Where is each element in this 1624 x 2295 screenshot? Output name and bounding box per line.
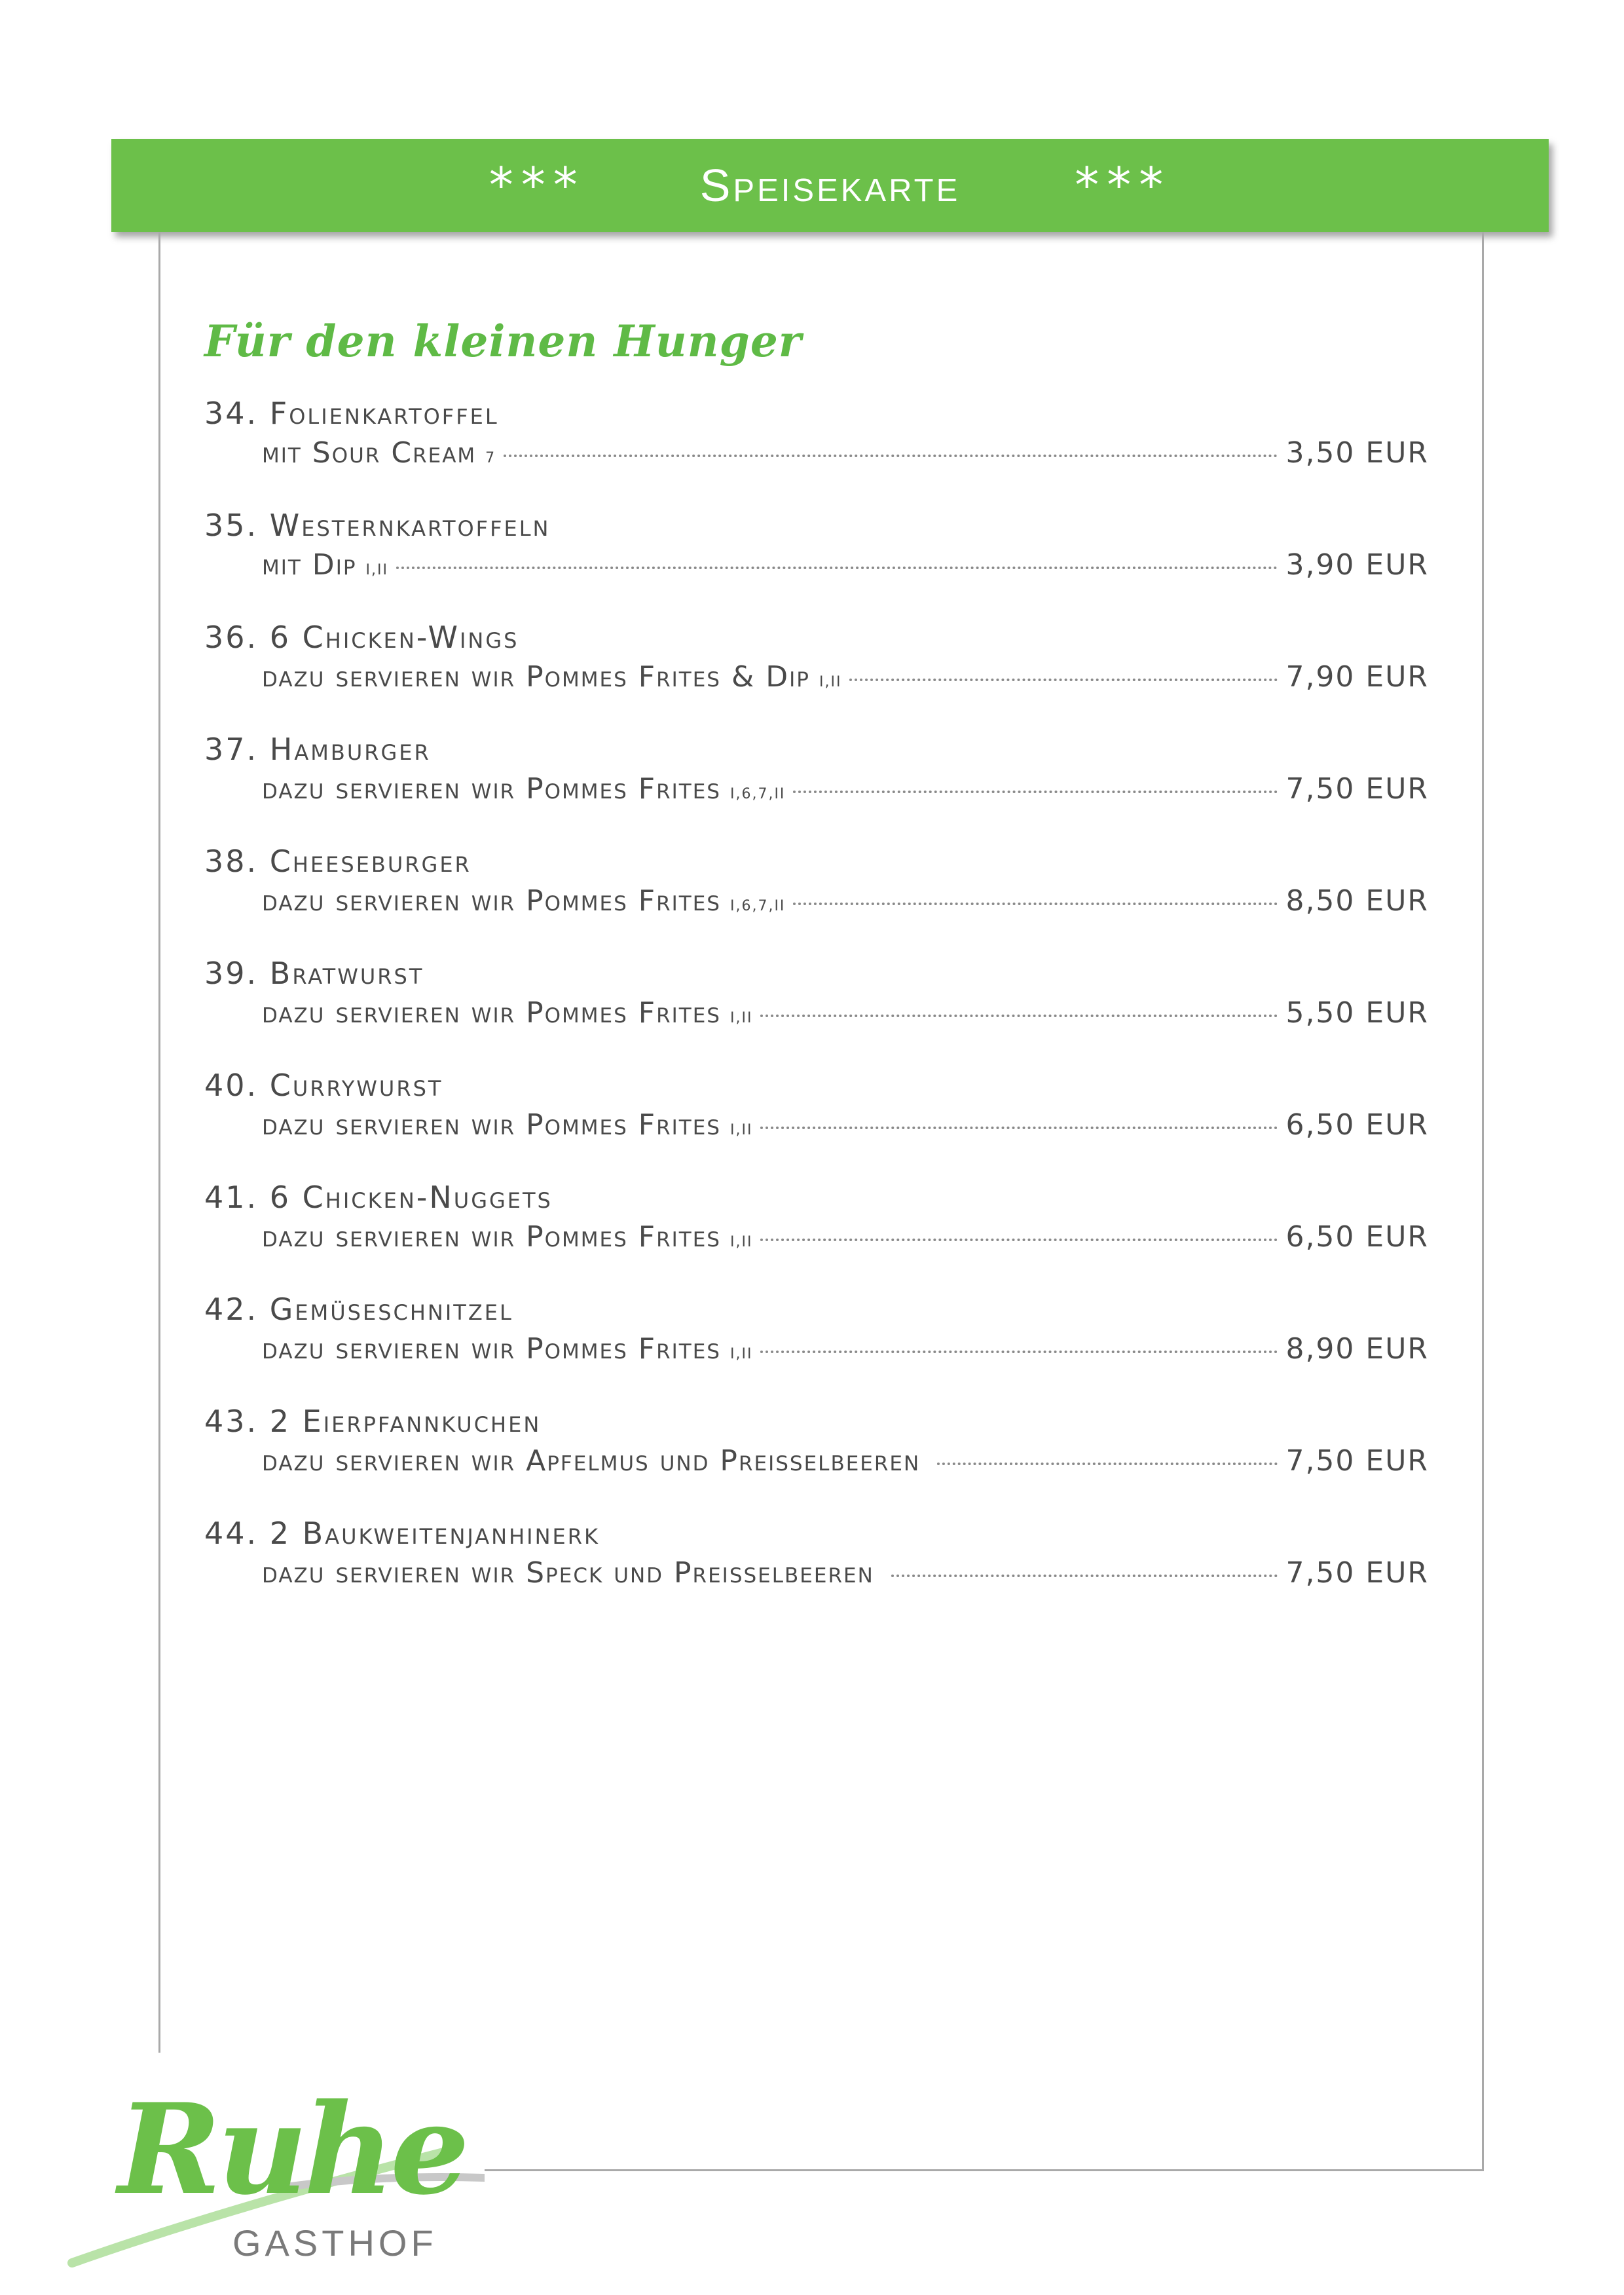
menu-item-name: 38. Cheeseburger: [204, 844, 471, 879]
menu-item-row: [262, 548, 1429, 582]
menu-item-name: 41. 6 Chicken-Nuggets: [204, 1180, 553, 1215]
menu-item: [204, 1516, 1429, 1628]
dot-leader: [891, 1575, 1278, 1577]
menu-item: [204, 732, 1429, 844]
menu-item-row: [262, 1220, 1429, 1254]
menu-item-allergens: I,6,7,II: [729, 786, 786, 802]
menu-item-name: 44. 2 Baukweitenjanhinerk: [204, 1516, 600, 1551]
menu-item: [204, 1404, 1429, 1516]
menu-item: [204, 620, 1429, 732]
section-title: Für den kleinen Hunger: [204, 316, 802, 367]
dot-leader: [849, 679, 1278, 681]
menu-item: [204, 1292, 1429, 1404]
menu-item-price: 8,50 EUR: [1285, 884, 1429, 918]
menu-list: [204, 396, 1429, 1628]
menu-item-allergens: I,II: [819, 674, 842, 690]
menu-item-allergens: I,6,7,II: [729, 898, 786, 914]
menu-item-price: 3,90 EUR: [1285, 548, 1429, 582]
menu-item: [204, 844, 1429, 956]
menu-item-name: 42. Gemüseschnitzel: [204, 1292, 513, 1327]
menu-item: [204, 396, 1429, 508]
menu-item-description: dazu servieren wir Pommes Frites: [262, 996, 721, 1030]
menu-item-allergens: I,II: [365, 562, 388, 578]
menu-item-description: mit Dip: [262, 548, 357, 582]
menu-item-price: 6,50 EUR: [1285, 1108, 1429, 1142]
menu-item-allergens: I,II: [729, 1010, 753, 1026]
menu-item: [204, 1180, 1429, 1292]
menu-item-price: 6,50 EUR: [1285, 1220, 1429, 1254]
gasthof-logo: [65, 2076, 485, 2273]
menu-item: [204, 956, 1429, 1068]
menu-item-allergens: I,II: [729, 1346, 753, 1362]
logo-script: Ruhe: [118, 2076, 466, 2222]
menu-item-name: 35. Westernkartoffeln: [204, 508, 551, 543]
menu-item-row: [262, 660, 1429, 694]
dot-leader: [760, 1015, 1278, 1017]
menu-item-description: dazu servieren wir Pommes Frites: [262, 1332, 721, 1366]
menu-item-allergens: 7: [485, 450, 496, 466]
dot-leader: [396, 567, 1278, 569]
menu-item-description: dazu servieren wir Pommes Frites & Dip: [262, 660, 810, 694]
dot-leader: [504, 455, 1278, 457]
dot-leader: [760, 1127, 1278, 1129]
menu-item-allergens: I,II: [729, 1122, 753, 1138]
menu-item-description: dazu servieren wir Pommes Frites: [262, 1108, 721, 1142]
menu-item-price: 5,50 EUR: [1285, 996, 1429, 1030]
stars-right: ***: [1075, 157, 1172, 214]
menu-item-price: 7,50 EUR: [1285, 1556, 1429, 1590]
menu-item-price: 7,50 EUR: [1285, 1444, 1429, 1478]
menu-item-name: 39. Bratwurst: [204, 956, 424, 991]
frame-bottom-line: [485, 2169, 1484, 2171]
menu-item-allergens: I,II: [729, 1234, 753, 1250]
menu-item-price: 7,90 EUR: [1285, 660, 1429, 694]
dot-leader: [793, 903, 1278, 905]
dot-leader: [760, 1351, 1278, 1353]
menu-item-row: [262, 1556, 1429, 1590]
logo-subtitle: GASTHOF: [232, 2222, 437, 2264]
menu-item-row: [262, 884, 1429, 918]
dot-leader: [793, 791, 1278, 793]
menu-item-row: [262, 436, 1429, 470]
menu-item-row: [262, 772, 1429, 806]
menu-item: [204, 508, 1429, 620]
menu-item-row: [262, 996, 1429, 1030]
menu-item-description: mit Sour Cream: [262, 436, 477, 470]
menu-item-name: 40. Currywurst: [204, 1068, 443, 1103]
menu-item-name: 43. 2 Eierpfannkuchen: [204, 1404, 542, 1439]
menu-item-name: 34. Folienkartoffel: [204, 396, 499, 431]
menu-item-description: dazu servieren wir Pommes Frites: [262, 884, 721, 918]
frame-right-line: [1482, 232, 1484, 2171]
menu-item-name: 37. Hamburger: [204, 732, 431, 767]
menu-item-description: dazu servieren wir Speck und Preisselbeeren: [262, 1556, 874, 1590]
page-title: Speisekarte: [699, 160, 961, 211]
menu-item-row: [262, 1444, 1429, 1478]
menu-item: [204, 1068, 1429, 1180]
header-banner: [111, 139, 1549, 232]
menu-item-description: dazu servieren wir Pommes Frites: [262, 772, 721, 806]
menu-item-description: dazu servieren wir Apfelmus und Preisselbeeren: [262, 1444, 921, 1478]
menu-item-price: 8,90 EUR: [1285, 1332, 1429, 1366]
menu-item-price: 3,50 EUR: [1285, 436, 1429, 470]
dot-leader: [937, 1463, 1278, 1465]
menu-item-price: 7,50 EUR: [1285, 772, 1429, 806]
menu-item-row: [262, 1332, 1429, 1366]
stars-left: ***: [489, 157, 585, 214]
frame-left-line: [158, 232, 160, 2053]
menu-item-name: 36. 6 Chicken-Wings: [204, 620, 519, 655]
menu-item-description: dazu servieren wir Pommes Frites: [262, 1220, 721, 1254]
dot-leader: [760, 1239, 1278, 1241]
menu-item-row: [262, 1108, 1429, 1142]
